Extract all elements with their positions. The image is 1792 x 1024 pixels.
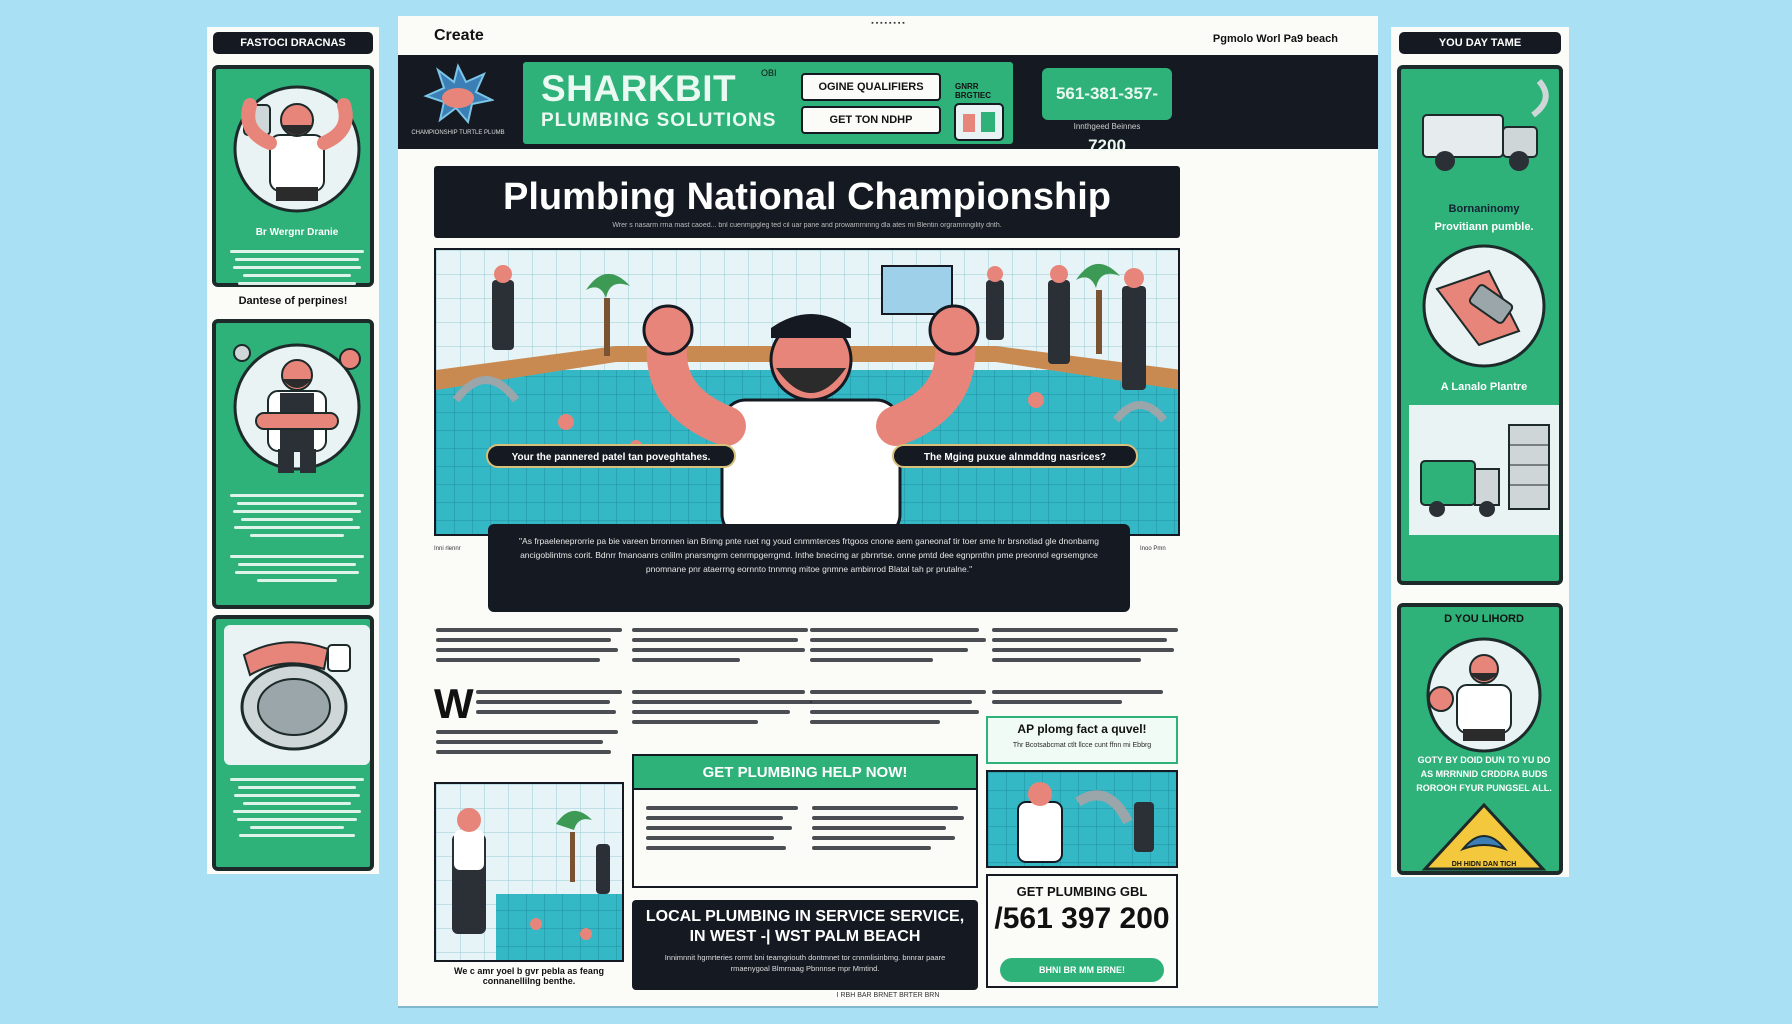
top-left-label: Create xyxy=(434,27,484,44)
main-scene xyxy=(434,248,1180,536)
ap-box xyxy=(986,716,1178,764)
footer-note: I RBH BAR BRNET BRTER BRN xyxy=(836,992,940,999)
left-column xyxy=(207,27,379,874)
help-box xyxy=(632,790,978,888)
local-service-box xyxy=(632,900,978,990)
quote-box xyxy=(488,524,1130,612)
right-panel-1-caption-3: A Lanalo Plantre xyxy=(1440,381,1528,393)
right-panel-2 xyxy=(1397,603,1563,875)
byline-right: Inoo Pmn xyxy=(1140,546,1166,552)
pipe-wrench-icon xyxy=(1419,241,1549,371)
article-col-4 xyxy=(992,622,1178,668)
article-col-3 xyxy=(810,622,986,668)
left-between-caption: Dantese of perpines! xyxy=(238,295,348,307)
plumbers-pool-photo xyxy=(436,784,622,960)
call-button[interactable]: BHNI BR MM BRNE! xyxy=(1000,958,1164,982)
plumber-illustration xyxy=(224,75,370,223)
local-service-line-1: LOCAL PLUMBING IN SERVICE SERVICE, xyxy=(645,908,965,925)
scene-caption-right: The Mging puxue alnmddng nasrices? xyxy=(892,444,1138,468)
phone-subtext: Innthgeed Beinnes xyxy=(1073,122,1141,131)
article-col-3b xyxy=(810,684,986,730)
top-center-mark: ▪ ▪ ▪ ▪ ▪ ▪ ▪ ▪ xyxy=(871,20,905,27)
left-panel-3 xyxy=(212,615,374,871)
left-panel-2-body xyxy=(230,489,364,587)
article-col-4b xyxy=(992,684,1178,710)
bottom-photo xyxy=(434,782,624,962)
byline-left: Inni rlennr xyxy=(434,546,461,552)
plumber-with-pipes-photo xyxy=(988,772,1176,866)
local-service-line-2: IN WEST -| WST PALM BEACH xyxy=(689,928,921,945)
plumber-arms-crossed-illustration xyxy=(224,331,370,481)
brand-superscript: OBI xyxy=(761,68,777,78)
right-panel-1-caption-1: Bornaninomy xyxy=(1448,203,1520,215)
help-banner xyxy=(632,754,978,790)
plumber-thumbs-up-illustration xyxy=(1411,629,1557,753)
small-tag: GNRR BRGTIEC xyxy=(955,82,991,100)
ap-box-body: Thr Bcotsabcmat ctlt llcce cunt ffnn mi Ebbrg xyxy=(1012,742,1152,749)
brand-tagline: PLUMBING SOLUTIONS xyxy=(541,110,777,131)
subheadline: Wrer s nasarm rrna mast caoed... bnl cuenmjpgleg ted cil uar pane and prowamrninng dla ates mi Blentin orgramnngility dnth. xyxy=(612,222,1002,229)
right-column xyxy=(1391,27,1569,877)
right-panel-1 xyxy=(1397,65,1563,585)
article-col-2 xyxy=(632,622,812,668)
article-col-1 xyxy=(436,622,622,668)
brand-name: SHARKBIT xyxy=(541,68,737,109)
headline: Plumbing National Championship xyxy=(503,176,1111,218)
right-panel-1-caption-2: Provitiann pumble. xyxy=(1434,221,1534,233)
truck-and-shelf-illustration xyxy=(1409,405,1559,535)
logo-box xyxy=(402,58,514,146)
logo-caption: CHAMPIONSHIP TURTLE PLUMB xyxy=(411,130,505,136)
shark-logo-icon xyxy=(422,60,494,128)
service-truck-icon xyxy=(1409,75,1559,185)
left-panel-3-body xyxy=(230,773,364,842)
center-page xyxy=(398,16,1378,1006)
quote-text: "As frpaeleneprorrie pa bie vareen brronnen ian Brimg pnte ruet ng youd cnmmterces frtgoos cnone aem ganeonaf tir toer sme hr brsnotiad gle dnonbamg ancigoblintms corit. Bdnrr fmanoanrs cnlilm pnarsmgrm cenrmpgerrgmd. Inthe bnecirng ar pbrnrtse. onne pmtd dee egnprnthn pme preonnol egrsemgnce pnomnane pnr ataerrng eornnto tnnmng mitoe gnmne ambinrod Blatal tah pr prutalne." xyxy=(519,536,1099,574)
article-col-1c xyxy=(436,724,622,760)
local-service-body: Innimnnit hgmrteries rormt bni teamgriouth dontmnet tor cnnmlisinbmg. bnnrar paare rmaenygoal Blmrnaag Pbnnnse mpr Mmtind. xyxy=(664,953,946,973)
brand-box xyxy=(520,59,1016,147)
left-panel-1 xyxy=(212,65,374,287)
headline-box xyxy=(434,166,1180,238)
right-panel-2-caption: D YOU LIHORD xyxy=(1444,613,1524,625)
pool-championship-scene xyxy=(436,250,1180,536)
right-sign-text: DH HIDN DAN TICH xyxy=(1451,861,1517,868)
bottom-right-photo xyxy=(986,770,1178,868)
get-help-button[interactable]: GET TON NDHP xyxy=(801,106,941,134)
scene-caption-left: Your the pannered patel tan poveghtahes. xyxy=(486,444,736,468)
left-panel-1-body xyxy=(230,245,364,290)
left-header: FASTOCI DRACNAS xyxy=(213,32,373,54)
pipe-illustration xyxy=(224,625,370,765)
call-box xyxy=(986,874,1178,988)
top-right-label: Pgmolo Worl Pa9 beach xyxy=(1212,33,1338,45)
left-panel-1-caption: Br Wergnr Dranie xyxy=(255,227,339,238)
ap-box-title: AP plomg fact a quvel! xyxy=(1017,722,1147,736)
phone-header[interactable]: 561-381-357-7200 xyxy=(1042,68,1172,120)
photo-caption: We c amr yoel b gvr pebla as feang connanellilng benthe. xyxy=(454,966,604,986)
call-number[interactable]: /561 397 200 xyxy=(994,902,1170,935)
left-panel-2 xyxy=(212,319,374,609)
drop-cap: W xyxy=(434,680,474,727)
right-panel-2-body: GOTY BY DOID DUN TO YU DO AS MRRNNID CRDDRA BUDS ROROOH FYUR PUNGSEL ALL. xyxy=(1416,755,1552,793)
qualifiers-button[interactable]: OGINE QUALIFIERS xyxy=(801,73,941,101)
call-label: GET PLUMBING GBL xyxy=(1016,884,1148,899)
article-col-2b xyxy=(632,684,812,730)
right-header: YOU DAY TAME xyxy=(1399,32,1561,54)
article-col-1b xyxy=(476,684,622,720)
tools-icon xyxy=(953,102,1005,142)
help-banner-text: GET PLUMBING HELP NOW! xyxy=(702,764,908,781)
